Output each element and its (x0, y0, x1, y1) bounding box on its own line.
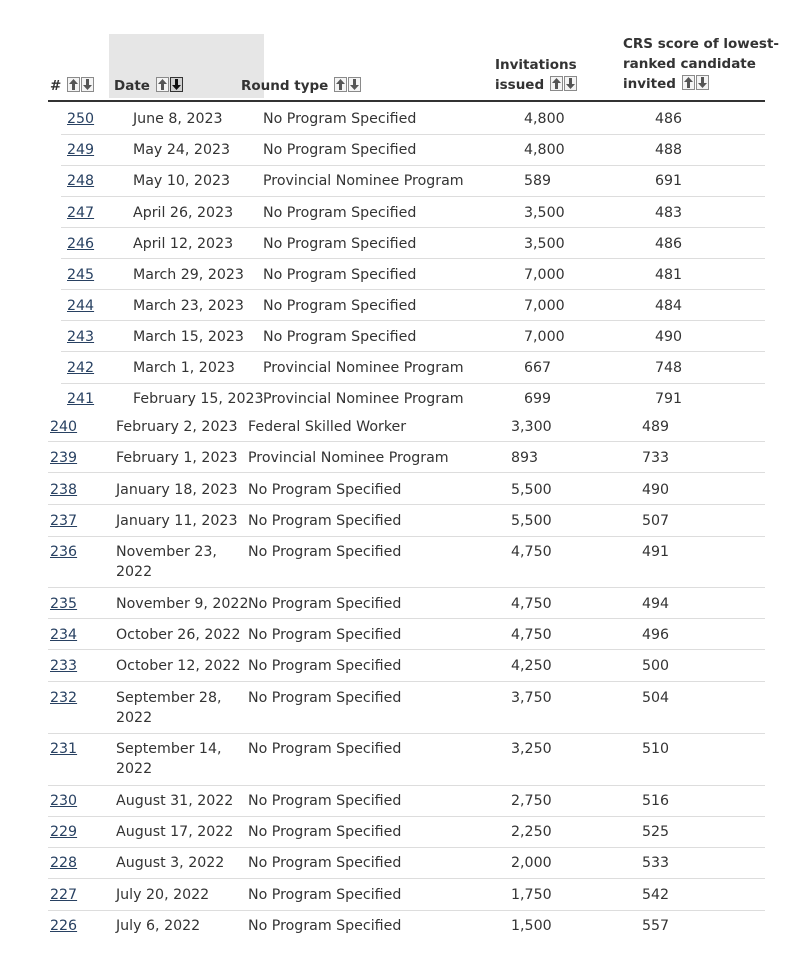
invitations-issued: 3,500 (524, 236, 565, 252)
row-divider (48, 847, 765, 848)
round-number-link[interactable]: 226 (50, 918, 78, 934)
round-type: No Program Specified (248, 544, 402, 560)
round-date-line: February 1, 2023 (116, 450, 238, 466)
crs-score: 507 (642, 513, 670, 529)
round-date-line: October 12, 2022 (116, 658, 241, 674)
round-date (116, 739, 222, 779)
sort-crs-ascending-button[interactable] (682, 75, 695, 90)
round-type: No Program Specified (248, 658, 402, 674)
round-date (133, 296, 244, 316)
header-date-label: Date (114, 78, 150, 94)
round-date-line: January 18, 2023 (116, 482, 238, 498)
row-divider (48, 910, 765, 911)
round-number-link[interactable]: 228 (50, 855, 78, 871)
round-number-link[interactable]: 242 (67, 360, 95, 376)
round-number-link[interactable]: 250 (67, 111, 95, 127)
row-divider (61, 289, 765, 290)
round-date-line: November 23, (116, 544, 217, 560)
header-round-type (241, 76, 361, 96)
round-number-link[interactable]: 236 (50, 544, 78, 560)
invitations-issued: 4,750 (511, 627, 552, 643)
invitations-issued: 2,750 (511, 793, 552, 809)
round-number-link[interactable]: 243 (67, 329, 95, 345)
round-date-line: 2022 (116, 761, 153, 777)
round-type: No Program Specified (248, 596, 402, 612)
round-date (133, 140, 230, 160)
round-date (116, 480, 237, 500)
round-type: Provincial Nominee Program (248, 450, 449, 466)
round-date (116, 448, 238, 468)
row-divider (61, 258, 765, 259)
round-number-link[interactable]: 248 (67, 173, 95, 189)
round-number-link[interactable]: 235 (50, 596, 78, 612)
invitations-issued: 893 (511, 450, 539, 466)
round-date-line: May 10, 2023 (133, 173, 231, 189)
round-date-line: March 1, 2023 (133, 360, 235, 376)
row-divider (48, 587, 765, 588)
round-date-line: January 11, 2023 (116, 513, 238, 529)
round-date-line: August 31, 2022 (116, 793, 234, 809)
round-date-line: October 26, 2022 (116, 627, 241, 643)
invitations-issued: 4,800 (524, 142, 565, 158)
round-date-line: April 12, 2023 (133, 236, 234, 252)
header-crs-score (623, 34, 779, 94)
sort-round-type-ascending-button[interactable] (334, 77, 347, 92)
crs-score: 791 (655, 391, 683, 407)
arrow-up-icon (683, 76, 694, 89)
header-crs-line-2: ranked candidate (623, 56, 756, 72)
header-invitations-line-2: issued (495, 77, 545, 93)
round-date (116, 791, 233, 811)
round-number-link[interactable]: 245 (67, 267, 95, 283)
round-date (116, 542, 217, 582)
invitations-issued: 7,000 (524, 298, 565, 314)
crs-score: 484 (655, 298, 683, 314)
invitations-issued: 2,250 (511, 824, 552, 840)
arrow-down-icon (697, 76, 708, 89)
crs-score: 510 (642, 741, 670, 757)
header-crs-line-1: CRS score of lowest- (623, 36, 780, 52)
round-number-link[interactable]: 232 (50, 690, 78, 706)
sort-crs-descending-button[interactable] (696, 75, 709, 90)
round-date (133, 327, 244, 347)
crs-score: 494 (642, 596, 670, 612)
round-type: No Program Specified (248, 918, 402, 934)
row-divider (48, 785, 765, 786)
round-date-line: June 8, 2023 (133, 111, 223, 127)
round-type: No Program Specified (263, 236, 417, 252)
row-divider (48, 504, 765, 505)
round-date-line: February 15, 2023 (133, 391, 264, 407)
round-type: No Program Specified (248, 513, 402, 529)
round-date-line: March 29, 2023 (133, 267, 244, 283)
round-date (133, 203, 233, 223)
round-date (116, 656, 240, 676)
crs-score: 525 (642, 824, 670, 840)
crs-score: 491 (642, 544, 670, 560)
round-number-link[interactable]: 234 (50, 627, 78, 643)
round-date-line: July 6, 2022 (116, 918, 201, 934)
round-date-line: April 26, 2023 (133, 205, 234, 221)
round-number-link[interactable]: 246 (67, 236, 95, 252)
crs-score: 496 (642, 627, 670, 643)
row-divider (61, 383, 765, 384)
row-divider (48, 649, 765, 650)
round-date (116, 594, 248, 614)
round-number-link[interactable]: 237 (50, 513, 78, 529)
crs-score: 489 (642, 419, 670, 435)
arrow-up-icon (68, 78, 79, 91)
round-date-line: 2022 (116, 564, 153, 580)
sort-date-descending-button[interactable] (170, 77, 183, 92)
row-divider (61, 351, 765, 352)
crs-score: 691 (655, 173, 683, 189)
crs-score: 533 (642, 855, 670, 871)
round-number-link[interactable]: 233 (50, 658, 78, 674)
round-type: No Program Specified (248, 690, 402, 706)
invitations-issued: 7,000 (524, 267, 565, 283)
sort-date-ascending-button[interactable] (156, 77, 169, 92)
round-date (133, 109, 223, 129)
round-date (116, 885, 209, 905)
round-number-link[interactable]: 249 (67, 142, 95, 158)
invitations-issued: 2,000 (511, 855, 552, 871)
sort-number-ascending-button[interactable] (67, 77, 80, 92)
invitations-issued: 3,750 (511, 690, 552, 706)
invitations-issued: 699 (524, 391, 552, 407)
round-type: Provincial Nominee Program (263, 360, 464, 376)
row-divider (48, 618, 765, 619)
invitations-issued: 4,750 (511, 596, 552, 612)
invitations-issued: 1,500 (511, 918, 552, 934)
crs-score: 500 (642, 658, 670, 674)
round-type: No Program Specified (248, 824, 402, 840)
arrow-down-icon (565, 77, 576, 90)
round-type: Provincial Nominee Program (263, 173, 464, 189)
crs-score: 488 (655, 142, 683, 158)
round-date (133, 171, 230, 191)
header-crs-line-3: invited (623, 76, 676, 92)
crs-score: 504 (642, 690, 670, 706)
invitations-issued: 3,300 (511, 419, 552, 435)
row-divider (48, 816, 765, 817)
round-date-line: May 24, 2023 (133, 142, 231, 158)
round-date (116, 688, 222, 728)
round-type: No Program Specified (248, 627, 402, 643)
invitations-issued: 589 (524, 173, 552, 189)
header-invitations-line-1: Invitations (495, 57, 577, 73)
round-type: No Program Specified (248, 741, 402, 757)
round-date-line: September 28, (116, 690, 222, 706)
header-number-label: # (50, 78, 62, 94)
crs-score: 557 (642, 918, 670, 934)
crs-score: 483 (655, 205, 683, 221)
row-divider (48, 472, 765, 473)
round-type: No Program Specified (263, 298, 417, 314)
invitations-issued: 4,250 (511, 658, 552, 674)
invitations-issued: 4,800 (524, 111, 565, 127)
arrow-down-icon (171, 78, 182, 91)
row-divider (61, 165, 765, 166)
invitations-issued: 3,250 (511, 741, 552, 757)
round-type: No Program Specified (248, 482, 402, 498)
crs-score: 490 (655, 329, 683, 345)
arrow-down-icon (82, 78, 93, 91)
round-date (133, 234, 233, 254)
invitations-issued: 7,000 (524, 329, 565, 345)
round-date (133, 389, 264, 409)
round-date-line: February 2, 2023 (116, 419, 238, 435)
header-date (114, 76, 183, 96)
round-number-link[interactable]: 231 (50, 741, 78, 757)
round-number-link[interactable]: 230 (50, 793, 78, 809)
round-type: No Program Specified (263, 205, 417, 221)
invitations-issued: 4,750 (511, 544, 552, 560)
row-divider (48, 441, 765, 442)
round-date (116, 511, 237, 531)
round-date-line: July 20, 2022 (116, 887, 210, 903)
round-type: No Program Specified (248, 855, 402, 871)
round-number-link[interactable]: 241 (67, 391, 95, 407)
round-type: No Program Specified (263, 142, 417, 158)
invitations-issued: 5,500 (511, 513, 552, 529)
round-type: No Program Specified (248, 793, 402, 809)
round-date-line: September 14, (116, 741, 222, 757)
invitations-issued: 3,500 (524, 205, 565, 221)
header-round-type-label: Round type (241, 78, 329, 94)
round-type: No Program Specified (263, 111, 417, 127)
row-divider (48, 681, 765, 682)
crs-score: 748 (655, 360, 683, 376)
arrow-down-icon (349, 78, 360, 91)
row-divider (61, 227, 765, 228)
row-divider (48, 878, 765, 879)
sort-number-descending-button[interactable] (81, 77, 94, 92)
crs-score: 733 (642, 450, 670, 466)
row-divider (61, 320, 765, 321)
round-number-link[interactable]: 238 (50, 482, 78, 498)
round-type: No Program Specified (263, 329, 417, 345)
round-date-line: 2022 (116, 710, 153, 726)
round-date (116, 916, 200, 936)
invitations-issued: 5,500 (511, 482, 552, 498)
header-invitations (495, 55, 577, 95)
round-type: No Program Specified (248, 887, 402, 903)
arrow-up-icon (335, 78, 346, 91)
row-divider (61, 196, 765, 197)
round-type: Federal Skilled Worker (248, 419, 407, 435)
round-date (116, 853, 224, 873)
round-date (116, 625, 240, 645)
row-divider (48, 536, 765, 537)
round-date (133, 358, 235, 378)
crs-score: 542 (642, 887, 670, 903)
round-type: No Program Specified (263, 267, 417, 283)
round-number-link[interactable]: 239 (50, 450, 78, 466)
round-date-line: November 9, 2022 (116, 596, 249, 612)
arrow-up-icon (551, 77, 562, 90)
crs-score: 481 (655, 267, 683, 283)
crs-score: 486 (655, 236, 683, 252)
crs-score: 516 (642, 793, 670, 809)
round-number-link[interactable]: 227 (50, 887, 78, 903)
round-date-line: August 3, 2022 (116, 855, 225, 871)
round-number-link[interactable]: 229 (50, 824, 78, 840)
row-divider (61, 134, 765, 135)
round-date (133, 265, 244, 285)
arrow-up-icon (157, 78, 168, 91)
round-date-line: March 15, 2023 (133, 329, 244, 345)
round-number-link[interactable]: 244 (67, 298, 95, 314)
invitations-issued: 667 (524, 360, 552, 376)
round-date (116, 822, 233, 842)
table-header (48, 34, 780, 102)
sort-invitations-descending-button[interactable] (564, 76, 577, 91)
round-type: Provincial Nominee Program (263, 391, 464, 407)
round-date (116, 417, 238, 437)
sort-round-type-descending-button[interactable] (348, 77, 361, 92)
header-number (50, 76, 94, 96)
invitations-issued: 1,750 (511, 887, 552, 903)
crs-score: 490 (642, 482, 670, 498)
round-date-line: March 23, 2023 (133, 298, 244, 314)
round-number-link[interactable]: 247 (67, 205, 95, 221)
round-date-line: August 17, 2022 (116, 824, 234, 840)
crs-score: 486 (655, 111, 683, 127)
sort-invitations-ascending-button[interactable] (550, 76, 563, 91)
round-number-link[interactable]: 240 (50, 419, 78, 435)
row-divider (48, 733, 765, 734)
